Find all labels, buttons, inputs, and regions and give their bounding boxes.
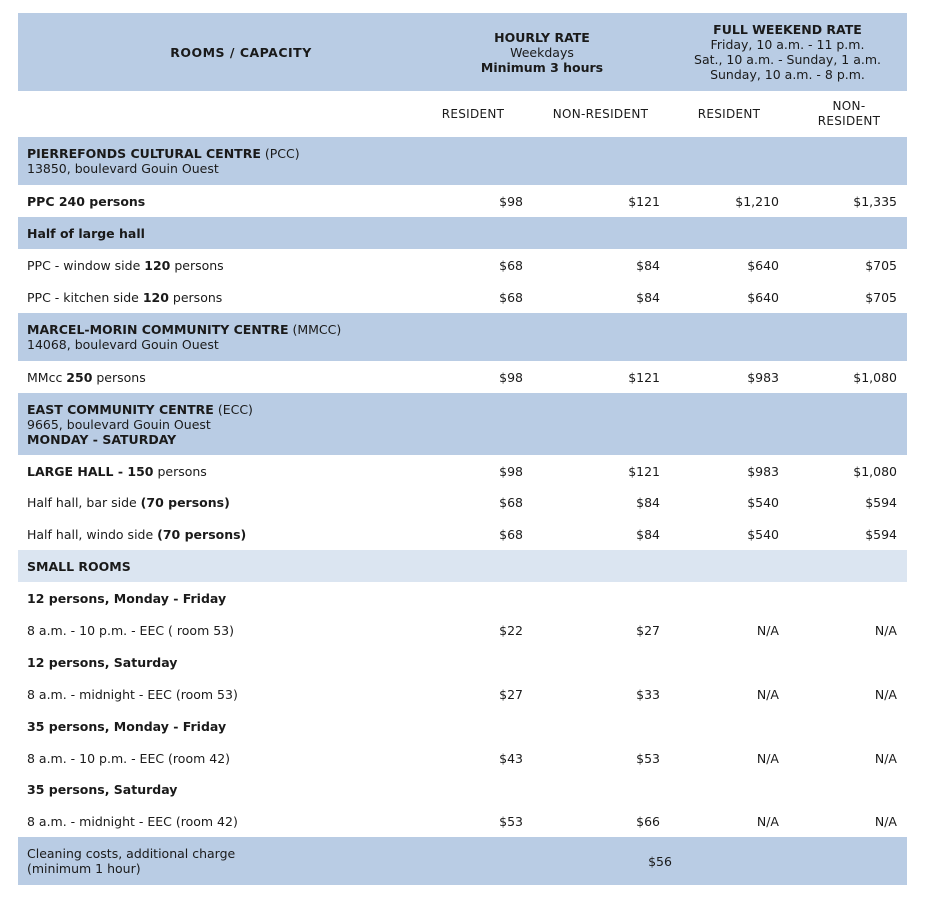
cleaning-costs-row: Cleaning costs, additional charge (minimum 1 hour) $56 — [18, 837, 907, 885]
section-address: 14068, boulevard Gouin Ouest — [27, 337, 219, 352]
group-title: 12 persons, Monday - Friday — [27, 590, 227, 606]
table-row: PPC - kitchen side 120 persons $68 $84 $640 $705 — [27, 289, 897, 305]
weekend-rate-saturday: Sat., 10 a.m. - Sunday, 1 a.m. — [694, 52, 881, 67]
group-title: 35 persons, Saturday — [27, 782, 178, 797]
section-address: 9665, boulevard Gouin Ouest — [27, 416, 211, 432]
section-ecc: EAST COMMUNITY CENTRE (ECC) 9665, boulevard Gouin Ouest MONDAY - SATURDAY — [18, 393, 907, 455]
weekend-rate-title: FULL WEEKEND RATE — [713, 22, 862, 37]
section-title: PIERREFONDS CULTURAL CENTRE — [27, 146, 261, 161]
section-pcc: PIERREFONDS CULTURAL CENTRE (PCC) 13850, boulevard Gouin Ouest — [18, 137, 907, 185]
hourly-rate-weekdays: Weekdays — [510, 44, 574, 60]
section-title: EAST COMMUNITY CENTRE — [27, 401, 214, 417]
rooms-capacity-header: ROOMS / CAPACITY — [170, 44, 312, 60]
table-row: 8 a.m. - midnight - EEC (room 42) $53 $66 N/A N/A — [27, 813, 897, 829]
weekend-rate-friday: Friday, 10 a.m. - 11 p.m. — [710, 37, 865, 52]
group-title: 35 persons, Monday - Friday — [27, 718, 227, 734]
hourly-rate-minimum: Minimum 3 hours — [480, 59, 604, 75]
table-row: PPC - window side 120 persons $68 $84 $640 $705 — [27, 257, 897, 273]
col-resident-hourly: RESIDENT — [441, 107, 505, 121]
table-row: 8 a.m. - 10 p.m. - EEC ( room 53) $22 $27 N/A N/A — [27, 622, 897, 638]
group-title: 12 persons, Saturday — [27, 654, 178, 670]
table-row: PPC 240 persons $98 $121 $1,210 $1,335 — [27, 193, 897, 209]
rental-rates-table — [18, 13, 907, 885]
section-small-rooms: SMALL ROOMS — [18, 550, 907, 582]
hourly-rate-title: HOURLY RATE — [494, 29, 590, 45]
table-row: LARGE HALL - 150 persons $98 $121 $983 $1,080 — [27, 463, 897, 479]
table-row: Half hall, windo side (70 persons) $68 $84 $540 $594 — [27, 526, 897, 542]
section-days: MONDAY - SATURDAY — [27, 431, 177, 447]
section-address: 13850, boulevard Gouin Ouest — [27, 161, 219, 176]
section-mmcc: MARCEL-MORIN COMMUNITY CENTRE (MMCC) 14068, boulevard Gouin Ouest — [18, 313, 907, 361]
col-resident-weekend: RESIDENT — [697, 107, 761, 121]
section-title: MARCEL-MORIN COMMUNITY CENTRE — [27, 322, 289, 337]
weekend-rate-sunday: Sunday, 10 a.m. - 8 p.m. — [710, 67, 865, 82]
weekend-rate-header — [680, 13, 895, 91]
col-nonresident-weekend: NON- RESIDENT — [817, 99, 881, 128]
table-row: 8 a.m. - midnight - EEC (room 53) $27 $33 N/A N/A — [27, 686, 897, 702]
table-row: 8 a.m. - 10 p.m. - EEC (room 42) $43 $53 N/A N/A — [27, 750, 897, 766]
column-subheader — [18, 91, 907, 137]
table-row: Half hall, bar side (70 persons) $68 $84 $540 $594 — [27, 495, 897, 510]
table-header — [18, 13, 907, 91]
cleaning-cost-value: $56 — [648, 853, 672, 869]
subsection-half-hall: Half of large hall — [18, 217, 907, 249]
table-row: MMcc 250 persons $98 $121 $983 $1,080 — [27, 369, 897, 385]
hourly-rate-header — [464, 13, 620, 91]
col-nonresident-hourly: NON-RESIDENT — [552, 107, 649, 121]
